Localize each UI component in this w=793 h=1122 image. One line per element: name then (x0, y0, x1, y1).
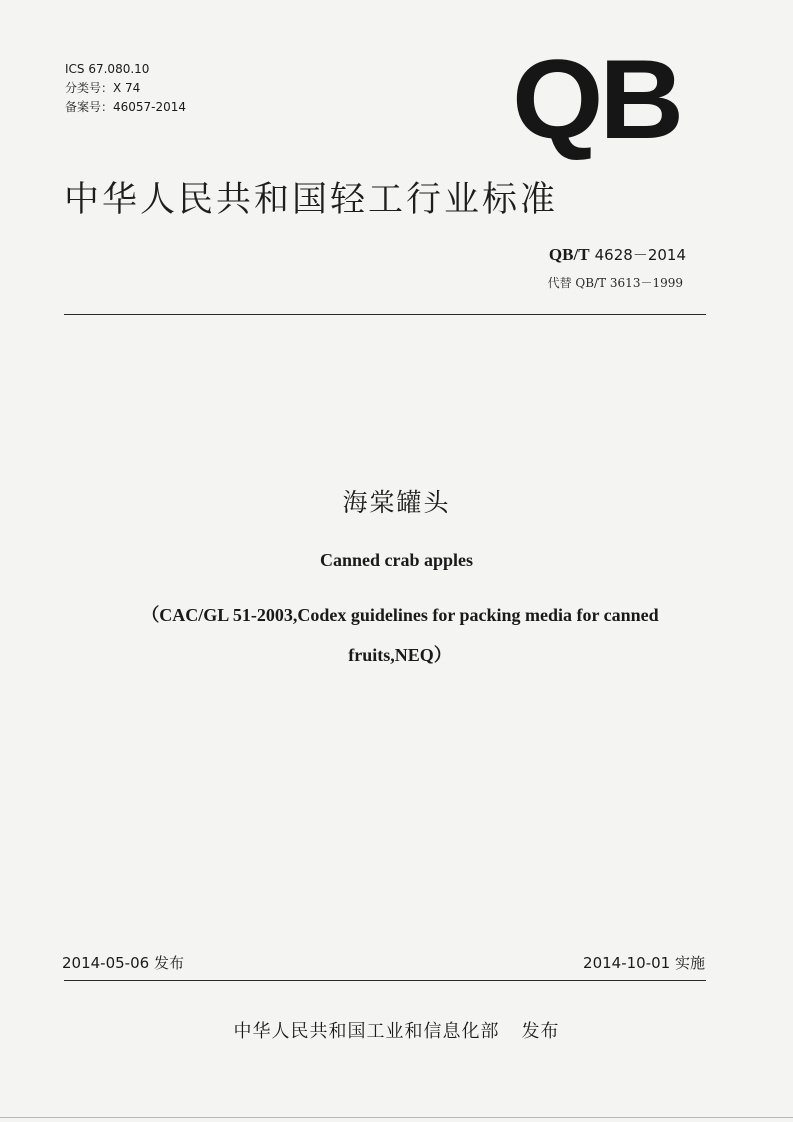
product-name-english: Canned crab apples (319, 550, 474, 570)
filing-number: 备案号：46057-2014 (65, 100, 187, 114)
standard-title: 中华人民共和国轻工行业标准 (64, 180, 559, 220)
publisher (0, 1017, 793, 1043)
standard-code (549, 244, 686, 265)
replaces-standard: 代替 QB/T 3613－1999 (547, 276, 683, 290)
reference-standard-line-2: fruits,NEQ） (348, 645, 452, 665)
reference-standard (100, 595, 700, 675)
reference-standard-line-1: （CAC/GL 51-2003,Codex guidelines for packing media for canned (141, 605, 659, 625)
bottom-divider (64, 980, 706, 981)
issue-date: 2014-05-06 发布 (62, 954, 184, 972)
ics-code: ICS 67.080.10 (65, 62, 150, 76)
publisher-name: 中华人民共和国工业和信息化部 (233, 1021, 500, 1042)
product-name-chinese: 海棠罐头 (342, 488, 451, 517)
qb-logo: QB (512, 37, 680, 162)
implementation-date: 2014-10-01 实施 (583, 954, 705, 972)
top-divider (64, 314, 706, 315)
classification-block (65, 60, 186, 117)
standard-code-prefix: QB/T (548, 245, 590, 264)
page-edge (0, 1117, 793, 1118)
classification-number: 分类号：X 74 (65, 81, 141, 95)
standard-code-number: 4628－2014 (594, 246, 686, 264)
publisher-action: 发布 (521, 1021, 560, 1042)
